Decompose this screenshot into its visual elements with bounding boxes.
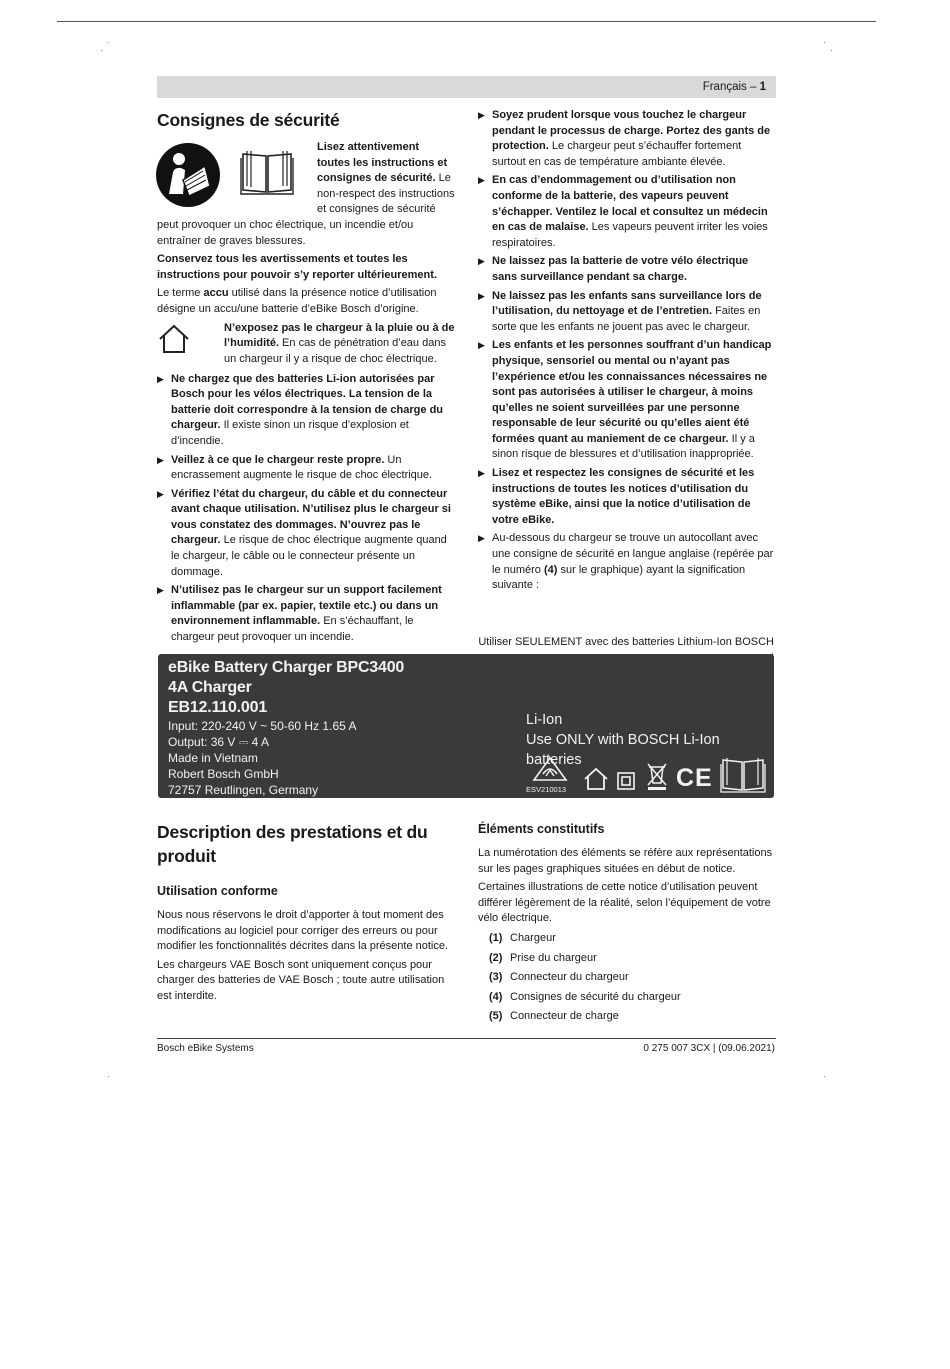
read-manual-person-icon	[155, 142, 221, 208]
esv-number: ESV210013	[526, 785, 567, 794]
description-left	[157, 820, 455, 1008]
sticker-translation: Utiliser SEULEMENT avec des batteries Lithium-Ion BOSCH	[478, 636, 774, 648]
list-item: ▶ Veillez à ce que le chargeur reste propre. Un encrassement augmente le risque de choc électrique.	[157, 453, 455, 484]
label-model: 4A Charger	[168, 679, 252, 696]
footer-right: 0 275 007 3CX | (09.06.2021)	[643, 1043, 775, 1054]
list-item: ▶ En cas d’endommagement ou d’utilisation non conforme de la batterie, des vapeurs peuvent s’échapper. Ventilez le local et consultez un médecin en cas de malaise. Les vapeurs peuvent irriter les voies respiratoires.	[478, 173, 776, 251]
label-product-name: eBike Battery Charger BPC3400	[168, 659, 405, 676]
double-insulation-icon	[616, 771, 636, 791]
crop-mark	[101, 50, 102, 51]
open-book-icon	[240, 148, 294, 196]
list-item: ▶ Vérifiez l’état du chargeur, du câble et du connecteur avant chaque utilisation. N’utilisez plus le chargeur si vous constatez des dommages. N’ouvrez pas le chargeur. Le risque de choc électrique augmente quand le chargeur, le câble ou le connecteur présente un dommage.	[157, 487, 455, 581]
label-input: Input: 220-240 V ~ 50-60 Hz 1.65 A	[168, 719, 357, 733]
intro-text: Lisez attentivement toutes les instructions et consignes de sécurité. Le non-respect des instructions et consignes de sécurité peut provoquer un choc électrique, un incendie et/ou entraîner de graves blessures.	[157, 141, 455, 247]
list-item: ▶ Lisez et respectez les consignes de sécurité et les instructions de toutes les notices d’utilisation du système eBike, ainsi que la notice d’utilisation de votre eBike.	[478, 466, 776, 528]
top-rule	[57, 21, 876, 22]
list-item: ▶ Ne laissez pas les enfants sans surveillance lors de l’utilisation, du nettoyage et de l’entretien. Faites en sorte que les enfants ne jouent pas avec le chargeur.	[478, 289, 776, 336]
crop-mark	[108, 1076, 109, 1077]
crop-mark	[108, 42, 109, 43]
indoor-use-house-icon	[583, 766, 609, 792]
list-item: (4) Consignes de sécurité du chargeur	[489, 990, 681, 1003]
description-right	[478, 820, 776, 1029]
safety-intro	[157, 140, 455, 249]
components-p1: La numérotation des éléments se réfère aux représentations sur les pages graphiques situées en début de notice.	[478, 847, 773, 875]
crop-mark	[824, 42, 825, 43]
page-number: Français – 1	[702, 81, 766, 93]
label-liion: Li-Ion	[526, 712, 563, 728]
intended-use-p2: Les chargeurs VAE Bosch sont uniquement conçus pour charger des batteries de VAE Bosch ; toute autre utilisation est interdite.	[157, 958, 445, 1002]
label-left	[168, 658, 404, 798]
charger-rating-label	[158, 654, 774, 798]
components-list	[478, 931, 776, 1025]
label-address: 72757 Reutlingen, Germany	[168, 783, 319, 797]
indoor-use-house-icon	[157, 323, 191, 355]
footer-rule	[157, 1038, 776, 1039]
page-header	[157, 76, 776, 98]
intended-use-p1: Nous nous réservons le droit d’apporter à tout moment des modifications au logiciel pour corriger des erreurs ou pour modifier les fonctionnalités décrites dans la présente notice.	[157, 909, 449, 953]
rain-warning: N’exposez pas le chargeur à la pluie ou à de l’humidité. En cas de pénétration d’eau dans un chargeur il y a risque de choc électrique.	[157, 321, 455, 369]
list-item: ▶ Soyez prudent lorsque vous touchez le chargeur pendant le processus de charge. Portez des gants de protection. Le chargeur peut s’échauffer fortement surtout en cas de température ambiante élevée.	[478, 108, 776, 170]
label-part-number: EB12.110.001	[168, 699, 268, 716]
intro-icons	[157, 140, 317, 212]
intended-use-title: Utilisation conforme	[157, 884, 278, 898]
safety-list-left	[157, 372, 455, 646]
safety-left-column	[157, 108, 455, 649]
keep-notice: Conservez tous les avertissements et toutes les instructions pour pouvoir s’y reporter ultérieurement.	[157, 253, 437, 281]
list-item: (5) Connecteur de charge	[489, 1010, 619, 1023]
list-item: ▶ Au-dessous du chargeur se trouve un autocollant avec une consigne de sécurité en langue anglaise (repérée par le numéro (4) sur le graphique) ayant la signification suivante :	[478, 531, 776, 593]
safety-list-right	[478, 108, 776, 594]
accu-definition: Le terme accu utilisé dans la présence notice d’utilisation désigne un accu/une batterie d’eBike Bosch d’origine.	[157, 287, 437, 315]
open-book-icon	[720, 756, 766, 794]
crop-mark	[824, 1076, 825, 1077]
list-item: ▶ Les enfants et les personnes souffrant d’un handicap physique, sensoriel ou mental ou n’ayant pas l’expérience et/ou les connaissances nécessaires ne sont pas autorisées à utiliser le chargeur, à moins qu’elles ne soient surveillées par une personne responsable de leur sécurité ou qu’elles aient été formées quant au maniement de ce chargeur. Il y a sinon risque de blessures et d’utilisation inappropriée.	[478, 338, 776, 463]
list-item: ▶ N’utilisez pas le chargeur sur un support facilement inflammable (par ex. papier, textile etc.) ou dans un environnement inflammable. En s’échauffant, le chargeur peut provoquer un incendie.	[157, 583, 455, 645]
list-item: (2) Prise du chargeur	[489, 951, 597, 964]
weee-bin-icon	[645, 761, 669, 791]
label-use-only: Use ONLY with BOSCH Li-Ion batteries	[526, 732, 720, 768]
list-item: ▶ Ne laissez pas la batterie de votre vélo électrique sans surveillance pendant sa charge.	[478, 254, 776, 285]
footer-left: Bosch eBike Systems	[157, 1043, 254, 1054]
components-title: Éléments constitutifs	[478, 822, 605, 836]
label-origin: Made in Vietnam	[168, 751, 258, 765]
description-title: Description des prestations et du produit	[157, 822, 428, 866]
ce-mark: CE	[676, 764, 713, 792]
rcm-mark-icon	[532, 756, 568, 784]
safety-title: Consignes de sécurité	[157, 110, 340, 130]
label-company: Robert Bosch GmbH	[168, 767, 279, 781]
list-item: ▶ Ne chargez que des batteries Li-ion autorisées par Bosch pour les vélos électriques. La tension de la batterie doit correspondre à la tension de charge du chargeur. Il existe sinon un risque d’explosion et d’incendie.	[157, 372, 455, 450]
safety-right-column	[478, 108, 776, 597]
components-p2: Certaines illustrations de cette notice d’utilisation peuvent différer légèrement de la réalité, selon l’équipement de votre vélo électrique.	[478, 881, 771, 925]
label-output: Output: 36 V ⎓ 4 A	[168, 735, 269, 749]
list-item: (3) Connecteur du chargeur	[489, 971, 629, 984]
crop-mark	[831, 50, 832, 51]
list-item: (1) Chargeur	[489, 931, 556, 944]
